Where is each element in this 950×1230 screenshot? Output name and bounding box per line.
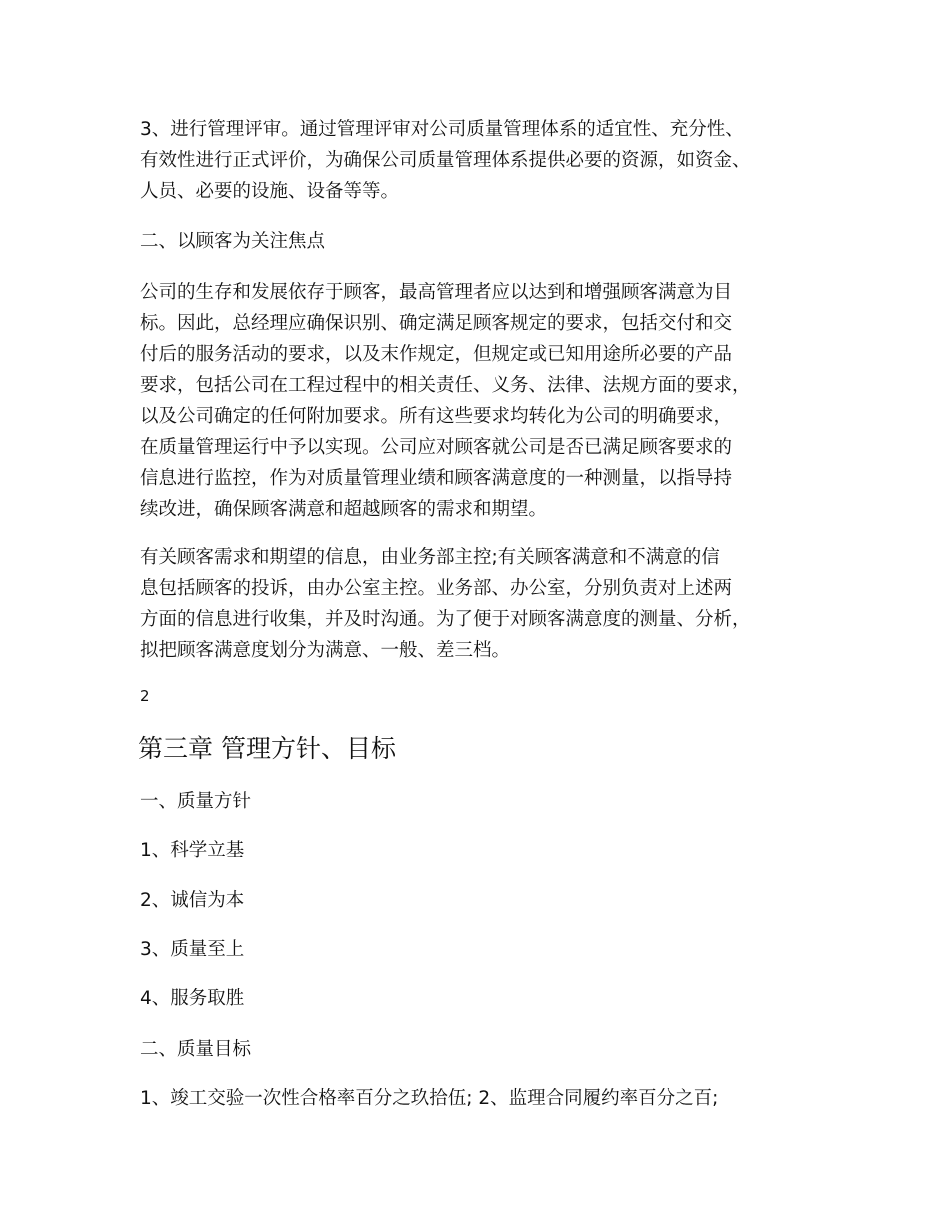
text-line: 方面的信息进行收集，并及时沟通。为了便于对顾客满意度的测量、分析， [140, 609, 751, 630]
text-line: 有效性进行正式评价，为确保公司质量管理体系提供必要的资源，如资金、 [140, 150, 751, 171]
text-line: 要求，包括公司在工程过程中的相关责任、义务、法律、法规方面的要求， [140, 375, 751, 396]
paragraph-customer-info [140, 542, 751, 666]
text-line: 人员、必要的设施、设备等等。 [140, 181, 400, 202]
section-heading-quality-objectives: 二、质量目标 [140, 1039, 252, 1060]
text-line: 有关顾客需求和期望的信息，由业务部主控;有关顾客满意和不满意的信 [140, 547, 720, 568]
policy-item: 3、质量至上 [140, 939, 245, 960]
chapter-title: 第三章 管理方针、目标 [138, 734, 396, 763]
text-line: 在质量管理运行中予以实现。公司应对顾客就公司是否已满足顾客要求的 [140, 437, 733, 458]
objectives-line: 1、竣工交验一次性合格率百分之玖拾伍; 2、监理合同履约率百分之百; [140, 1088, 719, 1109]
policy-item: 4、服务取胜 [140, 988, 245, 1009]
text-line: 公司的生存和发展依存于顾客，最高管理者应以达到和增强顾客满意为目 [140, 282, 733, 303]
paragraph-customer-focus [140, 277, 751, 525]
paragraph-management-review [140, 114, 751, 207]
text-line: 以及公司确定的任何附加要求。所有这些要求均转化为公司的明确要求， [140, 406, 733, 427]
section-heading-quality-policy: 一、质量方针 [140, 791, 252, 812]
text-line: 息包括顾客的投诉，由办公室主控。业务部、办公室，分别负责对上述两 [140, 578, 733, 599]
page-number: 2 [140, 687, 150, 705]
text-line: 拟把顾客满意度划分为满意、一般、差三档。 [140, 640, 511, 661]
text-line: 3、进行管理评审。通过管理评审对公司质量管理体系的适宜性、充分性、 [140, 119, 744, 140]
text-line: 续改进，确保顾客满意和超越顾客的需求和期望。 [140, 499, 548, 520]
section-heading-customer-focus: 二、以顾客为关注焦点 [140, 231, 326, 252]
text-line: 标。因此，总经理应确保识别、确定满足顾客规定的要求，包括交付和交 [140, 313, 733, 334]
text-line: 信息进行监控，作为对质量管理业绩和顾客满意度的一种测量，以指导持 [140, 468, 733, 489]
text-line: 付后的服务活动的要求，以及末作规定，但规定或已知用途所必要的产品 [140, 344, 733, 365]
policy-item: 1、科学立基 [140, 840, 245, 861]
policy-item: 2、诚信为本 [140, 890, 245, 911]
